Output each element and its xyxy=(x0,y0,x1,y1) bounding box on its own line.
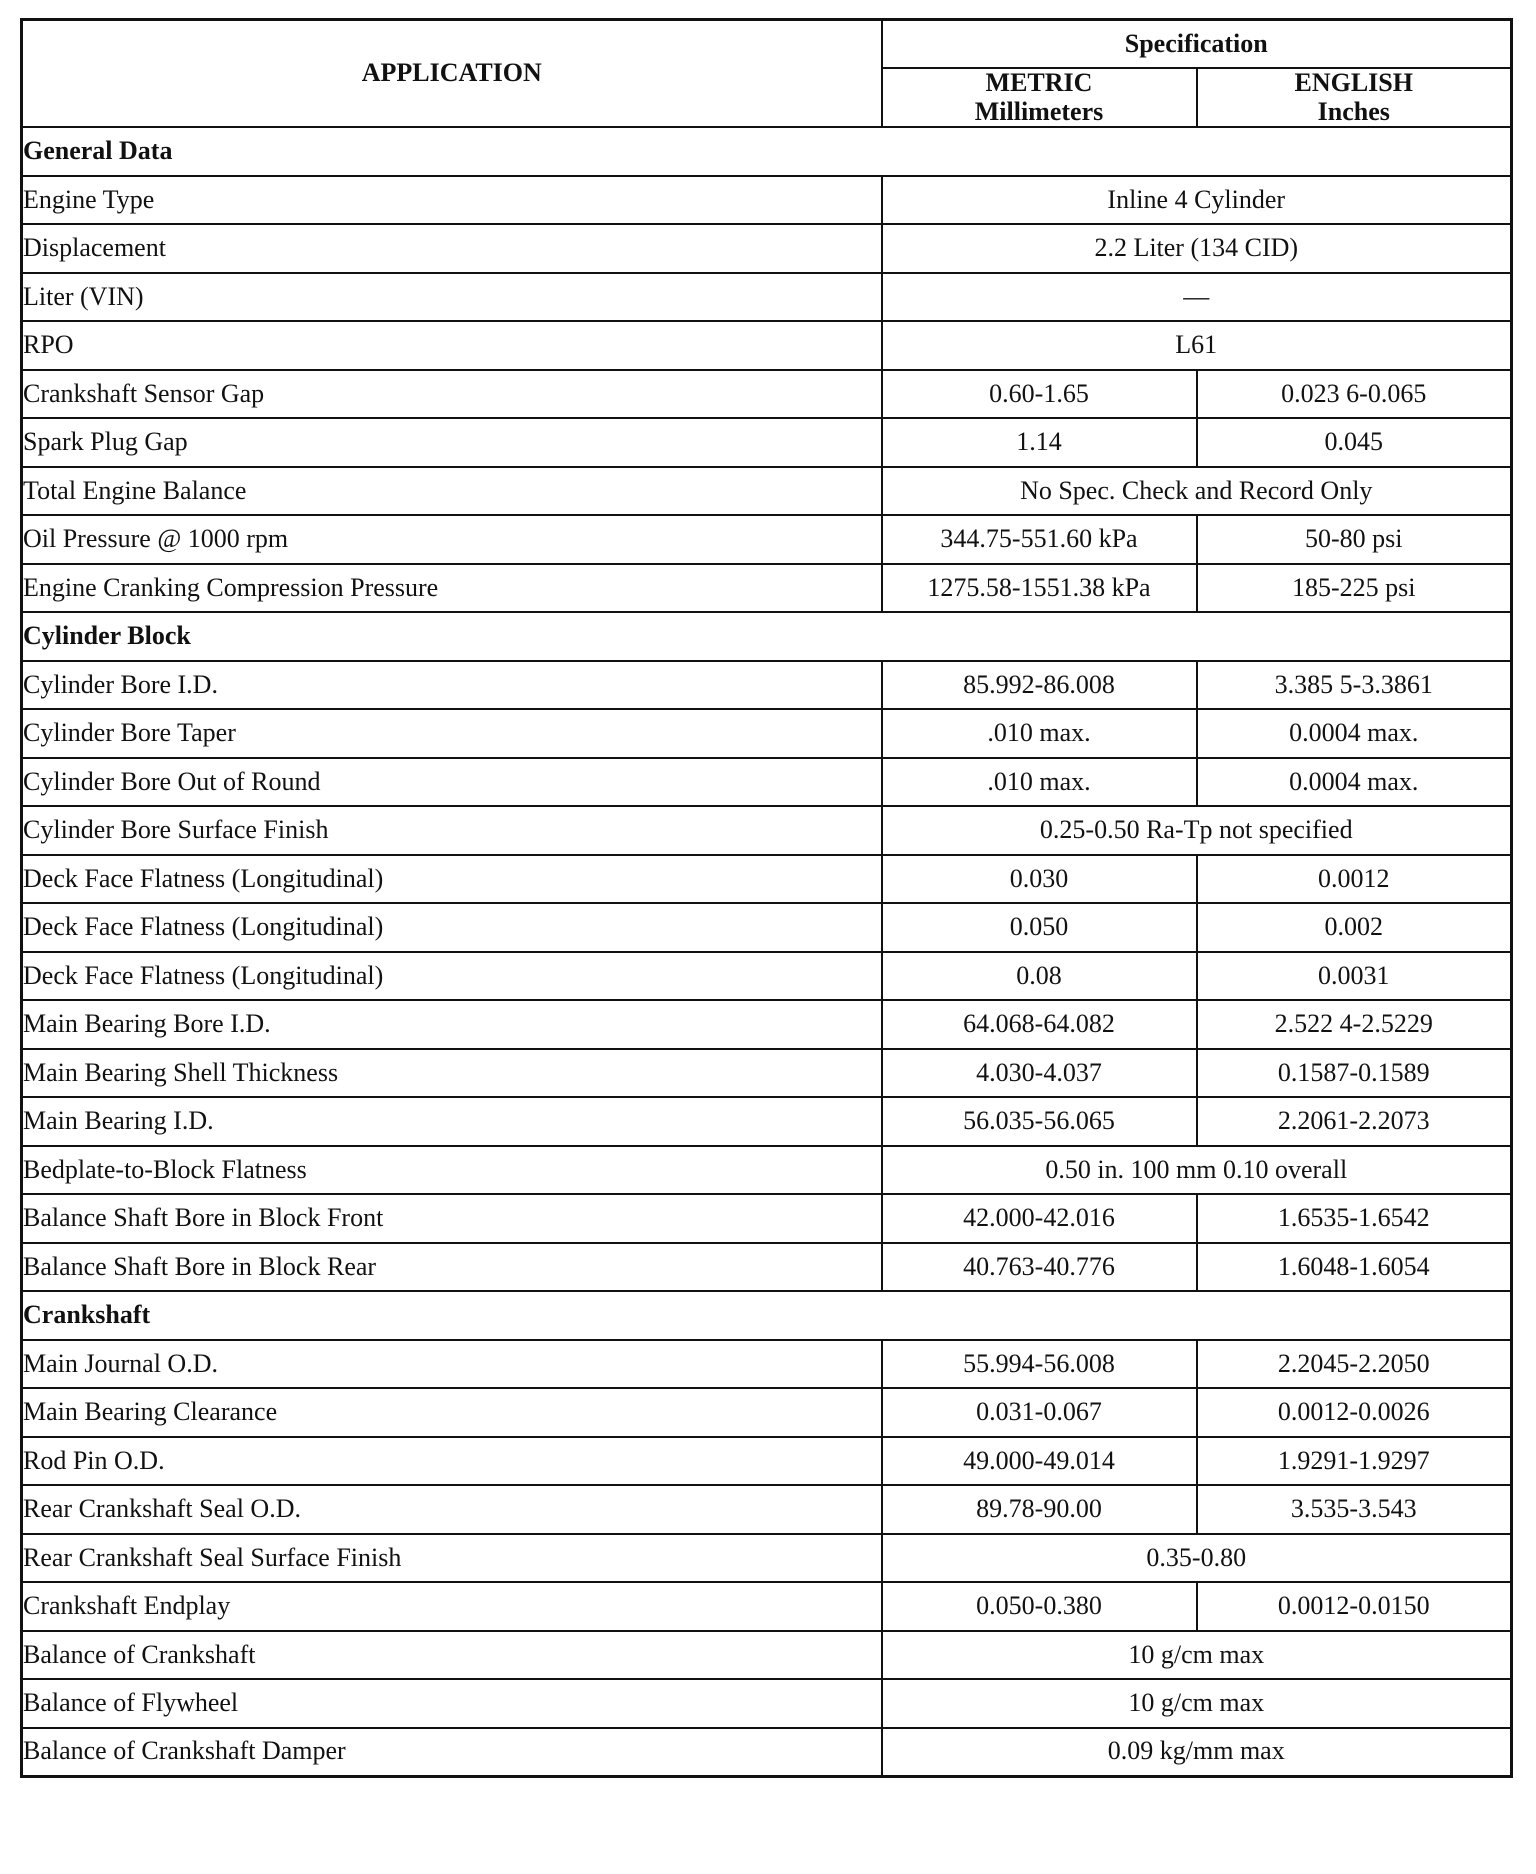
combined-spec-cell: 10 g/cm max xyxy=(882,1631,1512,1680)
metric-column-header xyxy=(882,68,1197,127)
application-cell: Deck Face Flatness (Longitudinal) xyxy=(22,952,882,1001)
metric-value-cell: 89.78-90.00 xyxy=(882,1485,1197,1534)
english-value-cell: 0.0012-0.0150 xyxy=(1197,1582,1512,1631)
application-column-header: APPLICATION xyxy=(22,20,882,128)
application-cell: Main Journal O.D. xyxy=(22,1340,882,1389)
application-cell: Bedplate-to-Block Flatness xyxy=(22,1146,882,1195)
application-cell: Main Bearing I.D. xyxy=(22,1097,882,1146)
metric-value-cell: 56.035-56.065 xyxy=(882,1097,1197,1146)
table-row xyxy=(22,1388,1512,1437)
english-value-cell: 1.6048-1.6054 xyxy=(1197,1243,1512,1292)
table-row xyxy=(22,758,1512,807)
table-row xyxy=(22,370,1512,419)
combined-spec-cell: No Spec. Check and Record Only xyxy=(882,467,1512,516)
english-value-cell: 50-80 psi xyxy=(1197,515,1512,564)
metric-value-cell: 0.031-0.067 xyxy=(882,1388,1197,1437)
combined-spec-cell: 0.25-0.50 Ra-Tp not specified xyxy=(882,806,1512,855)
section-title: General Data xyxy=(22,127,1512,176)
table-row xyxy=(22,273,1512,322)
english-label: ENGLISH xyxy=(1294,68,1413,97)
english-value-cell: 1.6535-1.6542 xyxy=(1197,1194,1512,1243)
table-row xyxy=(22,176,1512,225)
spec-sheet xyxy=(20,18,1510,1778)
table-row xyxy=(22,806,1512,855)
table-row xyxy=(22,564,1512,613)
english-unit-label: Inches xyxy=(1317,96,1390,126)
english-value-cell: 1.9291-1.9297 xyxy=(1197,1437,1512,1486)
metric-unit-label: Millimeters xyxy=(974,96,1104,126)
application-cell: Engine Cranking Compression Pressure xyxy=(22,564,882,613)
english-value-cell: 0.1587-0.1589 xyxy=(1197,1049,1512,1098)
table-row xyxy=(22,1582,1512,1631)
english-value-cell: 0.0012 xyxy=(1197,855,1512,904)
table-row xyxy=(22,1485,1512,1534)
table-header xyxy=(22,20,1512,128)
table-row xyxy=(22,1340,1512,1389)
table-row xyxy=(22,1000,1512,1049)
table-row xyxy=(22,952,1512,1001)
english-value-cell: 0.0004 max. xyxy=(1197,709,1512,758)
table-row xyxy=(22,515,1512,564)
metric-value-cell: 64.068-64.082 xyxy=(882,1000,1197,1049)
table-row xyxy=(22,418,1512,467)
table-row xyxy=(22,1728,1512,1777)
application-cell: Main Bearing Clearance xyxy=(22,1388,882,1437)
table-row xyxy=(22,1534,1512,1583)
metric-value-cell: 0.050 xyxy=(882,903,1197,952)
english-value-cell: 0.0012-0.0026 xyxy=(1197,1388,1512,1437)
application-cell: Balance of Flywheel xyxy=(22,1679,882,1728)
english-value-cell: 2.2045-2.2050 xyxy=(1197,1340,1512,1389)
table-row xyxy=(22,224,1512,273)
section-header-row xyxy=(22,1291,1512,1340)
english-value-cell: 0.023 6-0.065 xyxy=(1197,370,1512,419)
english-value-cell: 0.0004 max. xyxy=(1197,758,1512,807)
english-column-header xyxy=(1197,68,1512,127)
english-value-cell: 0.002 xyxy=(1197,903,1512,952)
application-cell: Deck Face Flatness (Longitudinal) xyxy=(22,903,882,952)
application-cell: Rod Pin O.D. xyxy=(22,1437,882,1486)
metric-value-cell: .010 max. xyxy=(882,758,1197,807)
application-cell: Engine Type xyxy=(22,176,882,225)
english-value-cell: 3.535-3.543 xyxy=(1197,1485,1512,1534)
application-cell: Cylinder Bore Taper xyxy=(22,709,882,758)
application-cell: Cylinder Bore Surface Finish xyxy=(22,806,882,855)
table-row xyxy=(22,1437,1512,1486)
application-cell: Cylinder Bore Out of Round xyxy=(22,758,882,807)
specification-column-header: Specification xyxy=(882,20,1512,69)
english-value-cell: 185-225 psi xyxy=(1197,564,1512,613)
table-row xyxy=(22,1194,1512,1243)
metric-value-cell: .010 max. xyxy=(882,709,1197,758)
english-value-cell: 0.045 xyxy=(1197,418,1512,467)
combined-spec-cell: L61 xyxy=(882,321,1512,370)
table-row xyxy=(22,1243,1512,1292)
application-cell: Rear Crankshaft Seal O.D. xyxy=(22,1485,882,1534)
application-cell: Deck Face Flatness (Longitudinal) xyxy=(22,855,882,904)
metric-value-cell: 85.992-86.008 xyxy=(882,661,1197,710)
application-cell: Balance Shaft Bore in Block Rear xyxy=(22,1243,882,1292)
application-cell: Cylinder Bore I.D. xyxy=(22,661,882,710)
english-value-cell: 2.2061-2.2073 xyxy=(1197,1097,1512,1146)
metric-value-cell: 49.000-49.014 xyxy=(882,1437,1197,1486)
table-row xyxy=(22,903,1512,952)
section-header-row xyxy=(22,127,1512,176)
section-header-row xyxy=(22,612,1512,661)
table-row xyxy=(22,709,1512,758)
table-row xyxy=(22,1679,1512,1728)
application-cell: Balance of Crankshaft xyxy=(22,1631,882,1680)
table-row xyxy=(22,1631,1512,1680)
combined-spec-cell: — xyxy=(882,273,1512,322)
application-cell: Spark Plug Gap xyxy=(22,418,882,467)
application-cell: Total Engine Balance xyxy=(22,467,882,516)
english-value-cell: 0.0031 xyxy=(1197,952,1512,1001)
table-row xyxy=(22,661,1512,710)
application-cell: Main Bearing Bore I.D. xyxy=(22,1000,882,1049)
engine-spec-table xyxy=(20,18,1513,1778)
combined-spec-cell: 0.50 in. 100 mm 0.10 overall xyxy=(882,1146,1512,1195)
table-body xyxy=(22,127,1512,1776)
metric-value-cell: 1.14 xyxy=(882,418,1197,467)
combined-spec-cell: 2.2 Liter (134 CID) xyxy=(882,224,1512,273)
combined-spec-cell: Inline 4 Cylinder xyxy=(882,176,1512,225)
metric-value-cell: 0.050-0.380 xyxy=(882,1582,1197,1631)
application-cell: Rear Crankshaft Seal Surface Finish xyxy=(22,1534,882,1583)
metric-value-cell: 344.75-551.60 kPa xyxy=(882,515,1197,564)
metric-value-cell: 0.60-1.65 xyxy=(882,370,1197,419)
section-title: Crankshaft xyxy=(22,1291,1512,1340)
table-row xyxy=(22,1049,1512,1098)
application-cell: Balance Shaft Bore in Block Front xyxy=(22,1194,882,1243)
metric-value-cell: 0.08 xyxy=(882,952,1197,1001)
combined-spec-cell: 0.35-0.80 xyxy=(882,1534,1512,1583)
application-cell: Crankshaft Endplay xyxy=(22,1582,882,1631)
table-row xyxy=(22,321,1512,370)
application-cell: Crankshaft Sensor Gap xyxy=(22,370,882,419)
section-title: Cylinder Block xyxy=(22,612,1512,661)
combined-spec-cell: 10 g/cm max xyxy=(882,1679,1512,1728)
table-row xyxy=(22,467,1512,516)
metric-value-cell: 55.994-56.008 xyxy=(882,1340,1197,1389)
application-cell: Displacement xyxy=(22,224,882,273)
table-row xyxy=(22,1146,1512,1195)
metric-label: METRIC xyxy=(985,68,1093,97)
metric-value-cell: 0.030 xyxy=(882,855,1197,904)
table-row xyxy=(22,1097,1512,1146)
combined-spec-cell: 0.09 kg/mm max xyxy=(882,1728,1512,1777)
english-value-cell: 3.385 5-3.3861 xyxy=(1197,661,1512,710)
application-cell: Liter (VIN) xyxy=(22,273,882,322)
metric-value-cell: 4.030-4.037 xyxy=(882,1049,1197,1098)
application-cell: RPO xyxy=(22,321,882,370)
metric-value-cell: 40.763-40.776 xyxy=(882,1243,1197,1292)
application-cell: Oil Pressure @ 1000 rpm xyxy=(22,515,882,564)
metric-value-cell: 1275.58-1551.38 kPa xyxy=(882,564,1197,613)
metric-value-cell: 42.000-42.016 xyxy=(882,1194,1197,1243)
table-row xyxy=(22,855,1512,904)
application-cell: Main Bearing Shell Thickness xyxy=(22,1049,882,1098)
application-cell: Balance of Crankshaft Damper xyxy=(22,1728,882,1777)
english-value-cell: 2.522 4-2.5229 xyxy=(1197,1000,1512,1049)
